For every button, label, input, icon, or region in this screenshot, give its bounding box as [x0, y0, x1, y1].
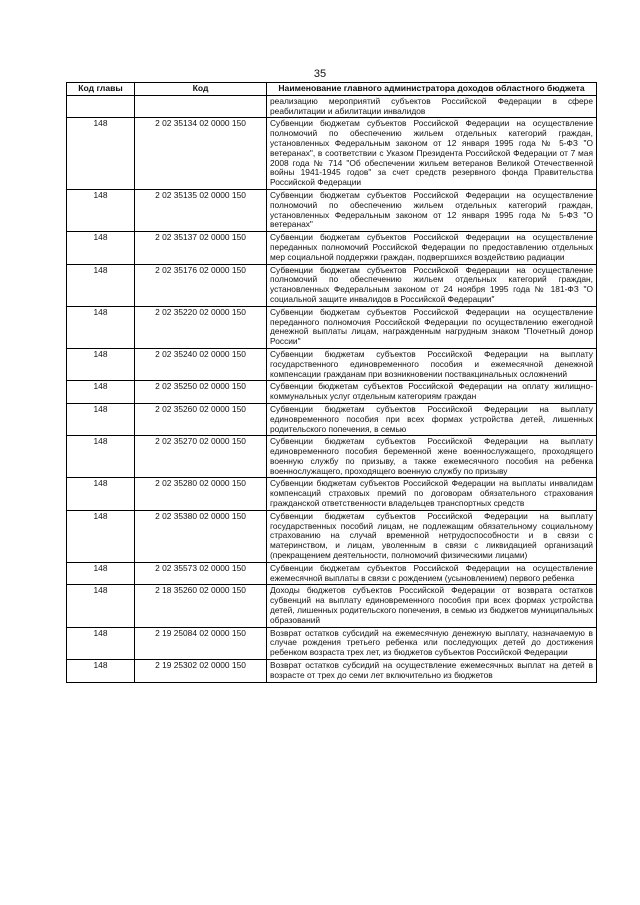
cell-kod: 2 02 35280 02 0000 150: [135, 478, 267, 510]
cell-name: Субвенции бюджетам субъектов Российской Федерации на осуществление полномочий по обеспечению жильем отдельных категорий граждан, установленных Федеральным законом от 12 января 1995 года № 5-ФЗ "О ветеранах", в соответствии с Указом Президента Российской Федерации от 7 мая 2008 года № 714 "Об обеспечении жильем ветеранов Великой Отечественной войны 1941-1945 годов" за счет средств резервного фонда Правительства Российской Федерации: [267, 118, 597, 190]
table-row: [67, 478, 597, 510]
cell-glava: 148: [67, 562, 135, 585]
header-kod: Код: [135, 83, 267, 96]
cell-name: Субвенции бюджетам субъектов Российской Федерации на осуществление переданных полномочий Российской Федерации по предоставлению отдельных мер социальной поддержки граждан, подвергшихся воздействию радиации: [267, 232, 597, 264]
table-row: [67, 232, 597, 264]
cell-glava: 148: [67, 403, 135, 435]
cell-kod: 2 02 35137 02 0000 150: [135, 232, 267, 264]
revenue-administrators-table: [66, 82, 597, 683]
cell-glava: 148: [67, 436, 135, 478]
cell-name: Субвенции бюджетам субъектов Российской Федерации на осуществление полномочий по обеспечению жильем отдельных категорий граждан, установленных Федеральным законом от 24 ноября 1995 года № 181-ФЗ "О социальной защите инвалидов в Российской Федерации": [267, 264, 597, 306]
table-row: [67, 585, 597, 627]
table-row: [67, 436, 597, 478]
cell-kod: 2 02 35260 02 0000 150: [135, 403, 267, 435]
cell-name: Субвенции бюджетам субъектов Российской Федерации на выплату государственного единовременного пособия и ежемесячной денежной компенсации гражданам при возникновении поствакцинальных осложнений: [267, 348, 597, 380]
cell-kod: 2 02 35220 02 0000 150: [135, 306, 267, 348]
table-row: [67, 510, 597, 562]
cell-glava: 148: [67, 232, 135, 264]
cell-kod: 2 02 35135 02 0000 150: [135, 189, 267, 231]
cell-kod: 2 18 35260 02 0000 150: [135, 585, 267, 627]
cell-kod: 2 02 35250 02 0000 150: [135, 381, 267, 404]
cell-kod: 2 02 35240 02 0000 150: [135, 348, 267, 380]
table-row: [67, 118, 597, 190]
cell-name: Возврат остатков субсидий на осуществление ежемесячных выплат на детей в возрасте от трех до семи лет включительно из бюджетов: [267, 660, 597, 683]
cell-name: Доходы бюджетов субъектов Российской Федерации от возврата остатков субвенций на выплату единовременного пособия при всех формах устройства детей, лишенных родительского попечения, в семью из бюджетов муниципальных образований: [267, 585, 597, 627]
cell-kod: 2 02 35176 02 0000 150: [135, 264, 267, 306]
cell-glava: [67, 95, 135, 118]
cell-kod: 2 02 35380 02 0000 150: [135, 510, 267, 562]
cell-glava: 148: [67, 348, 135, 380]
cell-kod: 2 02 35270 02 0000 150: [135, 436, 267, 478]
table-header-row: [67, 83, 597, 96]
table-body: [67, 95, 597, 682]
table-row: [67, 562, 597, 585]
cell-name: Субвенции бюджетам субъектов Российской Федерации на оплату жилищно-коммунальных услуг отдельным категориям граждан: [267, 381, 597, 404]
table-row: [67, 306, 597, 348]
table-row: [67, 381, 597, 404]
table-row: [67, 627, 597, 659]
cell-name: Субвенции бюджетам субъектов Российской Федерации на осуществление ежемесячной выплаты в связи с рождением (усыновлением) первого ребенка: [267, 562, 597, 585]
table-row: [67, 660, 597, 683]
cell-kod: 2 19 25302 02 0000 150: [135, 660, 267, 683]
cell-glava: 148: [67, 660, 135, 683]
table-row: [67, 403, 597, 435]
table-row-continuation: [67, 95, 597, 118]
cell-name: Возврат остатков субсидий на ежемесячную денежную выплату, назначаемую в случае рождения третьего ребенка или последующих детей до достижения ребенком возраста трех лет, из бюджетов субъектов Российской Федерации: [267, 627, 597, 659]
cell-glava: 148: [67, 118, 135, 190]
cell-glava: 148: [67, 627, 135, 659]
cell-glava: 148: [67, 381, 135, 404]
cell-name: Субвенции бюджетам субъектов Российской Федерации на выплату единовременного пособия беременной жене военнослужащего, проходящего военную службу по призыву, а также ежемесячного пособия на ребенка военнослужащего, проходящего военную службу по призыву: [267, 436, 597, 478]
header-name: Наименование главного администратора доходов областного бюджета: [267, 83, 597, 96]
cell-glava: 148: [67, 264, 135, 306]
page-number: 35: [313, 68, 327, 80]
cell-name: Субвенции бюджетам субъектов Российской Федерации на осуществление переданного полномочия Российской Федерации по осуществлению ежегодной денежной выплаты лицам, награжденным нагрудным знаком "Почетный донор России": [267, 306, 597, 348]
cell-kod: 2 19 25084 02 0000 150: [135, 627, 267, 659]
cell-name: Субвенции бюджетам субъектов Российской Федерации на выплату единовременного пособия при всех формах устройства детей, лишенных родительского попечения, в семью: [267, 403, 597, 435]
cell-glava: 148: [67, 585, 135, 627]
cell-glava: 148: [67, 306, 135, 348]
cell-kod: 2 02 35134 02 0000 150: [135, 118, 267, 190]
cell-glava: 148: [67, 510, 135, 562]
cell-name: Субвенции бюджетам субъектов Российской Федерации на выплаты инвалидам компенсаций страховых премий по договорам обязательного страхования гражданской ответственности владельцев транспортных средств: [267, 478, 597, 510]
table-row: [67, 189, 597, 231]
table-row: [67, 348, 597, 380]
cell-name: реализацию мероприятий субъектов Российской Федерации в сфере реабилитации и абилитации инвалидов: [267, 95, 597, 118]
cell-name: Субвенции бюджетам субъектов Российской Федерации на выплату государственных пособий лицам, не подлежащим обязательному социальному страхованию на случай временной нетрудоспособности и в связи с материнством, и лицам, уволенным в связи с ликвидацией организаций (прекращением деятельности, полномочий физическими лицами): [267, 510, 597, 562]
header-glava: Код главы: [67, 83, 135, 96]
cell-glava: 148: [67, 478, 135, 510]
cell-glava: 148: [67, 189, 135, 231]
cell-kod: 2 02 35573 02 0000 150: [135, 562, 267, 585]
cell-name: Субвенции бюджетам субъектов Российской Федерации на осуществление полномочий по обеспечению жильем отдельных категорий граждан, установленных Федеральным законом от 12 января 1995 года № 5-ФЗ "О ветеранах": [267, 189, 597, 231]
table-row: [67, 264, 597, 306]
cell-kod: [135, 95, 267, 118]
